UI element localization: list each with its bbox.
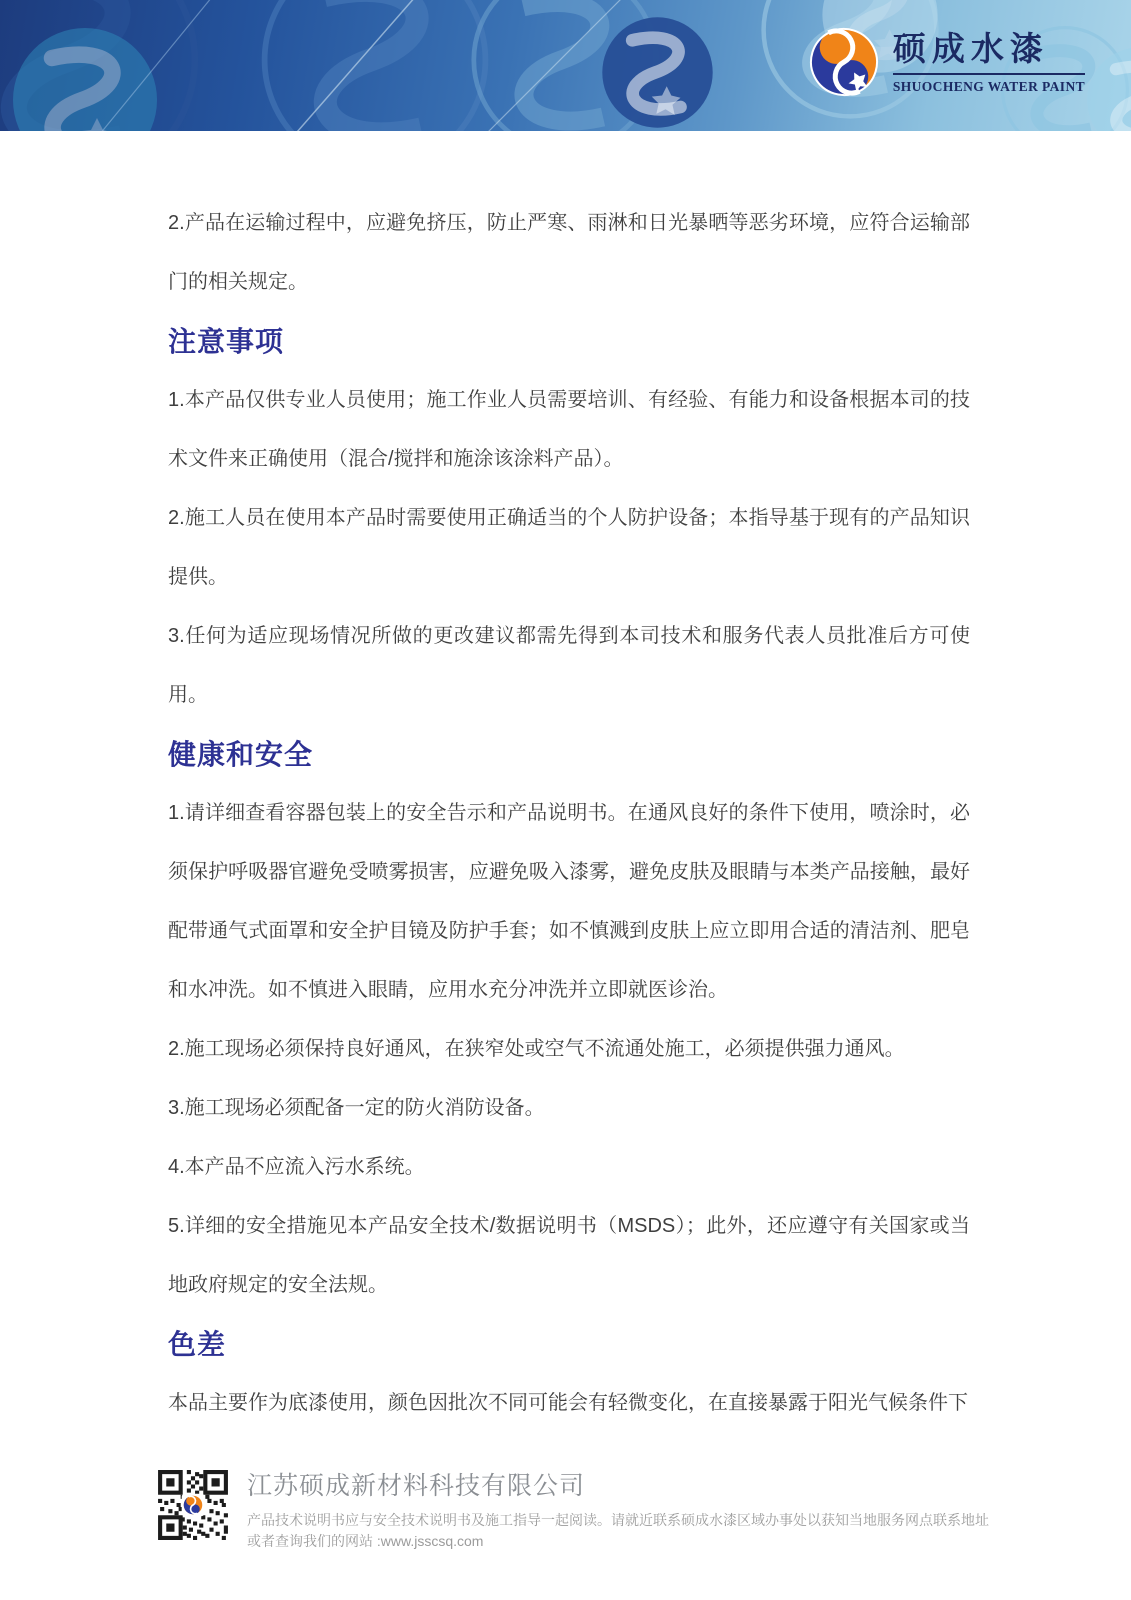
section-heading-precautions: 注意事项 — [168, 326, 285, 357]
header-banner — [0, 0, 1131, 131]
list-item: 1.本产品仅供专业人员使用；施工作业人员需要培训、有经验、有能力和设备根据本司的技术文件来正确使用（混合/搅拌和施涂该涂料产品）。 — [168, 389, 970, 470]
brand-name-en: SHUOCHENG WATER PAINT — [892, 78, 1085, 94]
company-name: 江苏硕成新材料科技有限公司 — [247, 1472, 586, 1500]
section-heading-color-difference: 色差 — [168, 1329, 227, 1360]
page-footer — [156, 1468, 1016, 1552]
paragraph-transport-note: 2.产品在运输过程中，应避免挤压，防止严寒、雨淋和日光暴晒等恶劣环境，应符合运输部门的相关规定。 — [168, 212, 970, 293]
footer-text — [247, 1468, 989, 1552]
document-body — [168, 131, 970, 1433]
footer-note-line2: 或者查询我们的网站 :www.jsscsq.com — [247, 1533, 484, 1549]
paragraph-color-difference: 本品主要作为底漆使用，颜色因批次不同可能会有轻微变化，在直接暴露于阳光气候条件下 — [168, 1392, 968, 1414]
list-item: 3.任何为适应现场情况所做的更改建议都需先得到本司技术和服务代表人员批准后方可使用。 — [168, 625, 970, 706]
brand-logo — [808, 26, 1085, 98]
list-item: 2.施工人员在使用本产品时需要使用正确适当的个人防护设备；本指导基于现有的产品知识提供。 — [168, 507, 970, 588]
footer-note-line1: 产品技术说明书应与安全技术说明书及施工指导一起阅读。请就近联系硕成水漆区域办事处以获知当地服务网点联系地址 — [247, 1512, 989, 1528]
list-item: 5.详细的安全措施见本产品安全技术/数据说明书（MSDS）；此外，还应遵守有关国家或当地政府规定的安全法规。 — [168, 1215, 970, 1296]
list-item: 3.施工现场必须配备一定的防火消防设备。 — [168, 1097, 545, 1119]
qr-code — [156, 1468, 230, 1542]
list-item: 1.请详细查看容器包装上的安全告示和产品说明书。在通风良好的条件下使用，喷涂时，必须保护呼吸器官避免受喷雾损害，应避免吸入漆雾，避免皮肤及眼睛与本类产品接触，最好配带通气式面罩和安全护目镜及防护手套；如不慎溅到皮肤上应立即用合适的清洁剂、肥皂和水冲洗。如不慎进入眼睛，应用水充分冲洗并立即就医诊治。 — [168, 802, 970, 1001]
list-item: 4.本产品不应流入污水系统。 — [168, 1156, 425, 1178]
footer-note — [247, 1510, 989, 1552]
brand-text — [893, 30, 1085, 95]
section-heading-health-safety: 健康和安全 — [168, 739, 314, 770]
list-item: 2.施工现场必须保持良好通风，在狭窄处或空气不流通处施工，必须提供强力通风。 — [168, 1038, 905, 1060]
brand-name-cn: 硕成水漆 — [893, 30, 1085, 75]
brand-logo-icon — [808, 26, 880, 98]
